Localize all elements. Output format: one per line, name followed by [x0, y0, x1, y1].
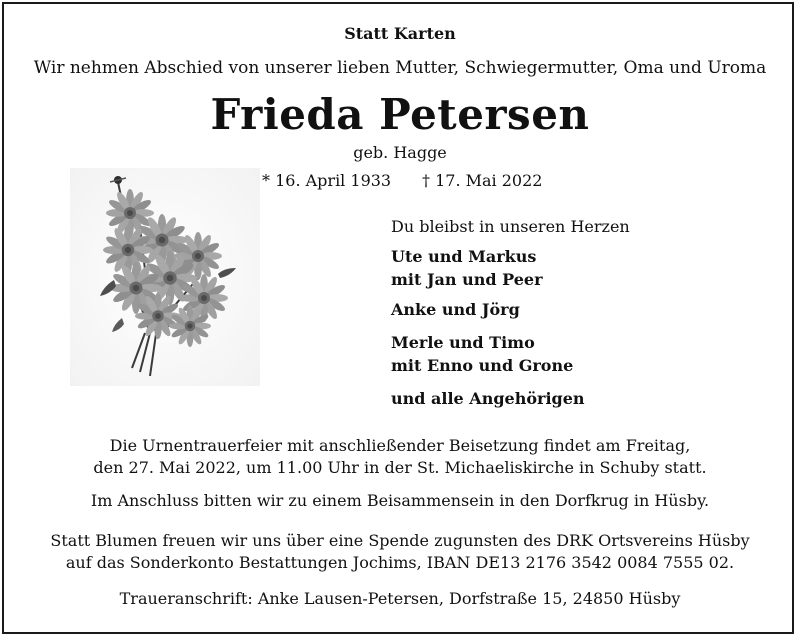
- intro-text: Wir nehmen Abschied von unserer lieben Mutter, Schwiegermutter, Oma und Uroma: [33, 58, 767, 78]
- family-line: mit Enno und Grone: [391, 356, 574, 375]
- death-date: † 17. Mai 2022: [422, 171, 543, 190]
- family-line: Anke und Jörg: [391, 300, 520, 319]
- family-line: Merle und Timo: [391, 333, 535, 352]
- donation-line-1: Statt Blumen freuen wir uns über eine Spende zugunsten des DRK Ortsvereins Hüsby: [50, 531, 750, 550]
- donation-paragraph: [0, 530, 800, 574]
- family-line: mit Jan und Peer: [391, 270, 543, 289]
- ceremony-line-2: den 27. Mai 2022, um 11.00 Uhr in der St. Michaeliskirche in Schuby statt.: [93, 458, 707, 477]
- ceremony-line-1: Die Urnentrauerfeier mit anschließender Beisetzung findet am Freitag,: [109, 436, 691, 455]
- motto-text: Du bleibst in unseren Herzen: [391, 217, 630, 236]
- donation-line-2: auf das Sonderkonto Bestattungen Jochims, IBAN DE13 2176 3542 0084 7555 02.: [65, 553, 735, 572]
- gathering-paragraph: Im Anschluss bitten wir zu einem Beisammensein in den Dorfkrug in Hüsby.: [90, 491, 710, 510]
- header-text: Statt Karten: [344, 24, 456, 43]
- flower-bouquet-image: [70, 168, 260, 386]
- deceased-name: Frieda Petersen: [210, 90, 590, 139]
- flower-bouquet-icon: [70, 168, 260, 386]
- birth-name: geb. Hagge: [353, 143, 447, 162]
- family-line: und alle Angehörigen: [391, 389, 585, 408]
- family-line: Ute und Markus: [391, 247, 537, 266]
- birth-date: * 16. April 1933: [262, 171, 392, 190]
- ceremony-paragraph: [0, 435, 800, 479]
- address-paragraph: Traueranschrift: Anke Lausen-Petersen, Dorfstraße 15, 24850 Hüsby: [119, 589, 681, 608]
